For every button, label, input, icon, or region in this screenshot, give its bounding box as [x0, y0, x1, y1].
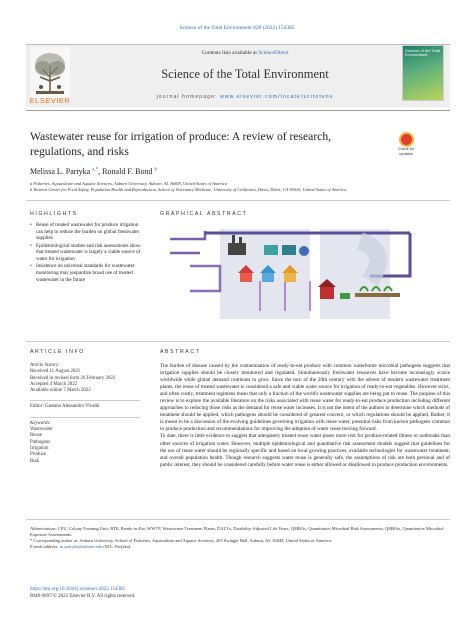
email-link[interactable]: m.partyka@auburn.edu: [59, 544, 103, 549]
abstract-heading: ABSTRACT: [160, 349, 201, 355]
section-divider: [26, 341, 450, 342]
info-divider: [30, 411, 140, 418]
abbreviations-note: Abbreviations: CFU, Colony Forming Unit; RTE, Ready-to-Eat; WWTP, Wastewater Treatment Plants; DALYs, Disability-Adjusted Life Years; QMRAs, Quantitative Microbial Risk Assessments; QMRAs, Quantitative Microbial Exposure Assessments.: [30, 526, 444, 537]
affiliation-b: b Western Center for Food Safety, Population Health and Reproduction, School of Veterinary Medicine, University of California, Davis, Davis, CA 95616, United States of America: [30, 187, 347, 192]
affiliation-divider: [26, 200, 450, 201]
check-updates-icon: [399, 132, 414, 147]
graphical-abstract-image[interactable]: [160, 221, 450, 326]
cover-title: Science of the Total Environment: [405, 48, 440, 58]
elsevier-wordmark: ELSEVIER: [29, 96, 71, 105]
author-list: Melissa L. Partyka $^{a,*}$, Ronald F. Bond $^b$: [30, 167, 157, 176]
history-entry: Received 11 August 2021: [30, 369, 81, 375]
article-info-heading: ARTICLE INFO: [30, 349, 85, 355]
contents-prefix: Contents lists available at: [201, 50, 257, 56]
keyword: Risk: [30, 458, 39, 464]
article-info: [30, 363, 140, 465]
doi-block: [30, 586, 135, 600]
history-entry: Accepted 4 March 2022: [30, 381, 78, 387]
highlights-list: [30, 222, 142, 284]
author-1[interactable]: Melissa L. Partyka: [30, 167, 91, 176]
highlight-item: • Insistence on universal standards for wastewater monitoring may jeopardize broad use of treated wastewater in the future: [30, 263, 142, 283]
affiliation-a: a Fisheries, Aquaculture and Aquatic Sciences, Auburn University, Auburn, AL 36849, United States of America: [30, 181, 227, 186]
footnote-divider: [26, 519, 450, 520]
editor: Editor: Gaetano Alessandro Vivaldi: [30, 404, 100, 410]
title-line-2: regulations, and risks: [30, 145, 129, 158]
keyword: Produce: [30, 452, 47, 458]
email-note: [30, 544, 450, 550]
abstract-body: [160, 363, 450, 469]
journal-cover-thumbnail[interactable]: [402, 45, 444, 101]
author-2-affiliation-marker[interactable]: b: [154, 167, 157, 173]
highlights-heading: HIGHLIGHTS: [30, 211, 78, 217]
keyword: Irrigation: [30, 445, 49, 451]
highlight-item: • Reuse of treated wastewater for produce irrigation can help to reduce the burden on global freshwater supplies: [30, 222, 142, 242]
copyright: 0048-9697/© 2022 Elsevier B.V. All rights reserved.: [30, 594, 136, 599]
history-entry: Available online 7 March 2022: [30, 388, 91, 394]
keyword: Reuse: [30, 433, 42, 439]
email-label: E-mail address:: [30, 544, 59, 549]
history-entry: Received in revised form 26 February 2022: [30, 375, 116, 381]
history-label: Article history:: [30, 363, 60, 368]
doi-link[interactable]: https://doi.org/10.1016/j.scitotenv.2022.154385: [30, 587, 125, 592]
keyword: Wastewater: [30, 427, 53, 433]
keyword: Pathogens: [30, 439, 51, 445]
author-1-affiliation-marker[interactable]: a,*: [92, 167, 99, 173]
title-line-1: Wastewater reuse for irrigation of produce: A review of research,: [30, 130, 332, 143]
journal-title[interactable]: Science of the Total Environment: [161, 67, 329, 81]
sciencedirect-link[interactable]: ScienceDirect: [258, 50, 289, 56]
journal-homepage: [130, 94, 360, 100]
article-title: [30, 129, 370, 159]
footnotes: [30, 526, 450, 550]
graphical-abstract-heading: GRAPHICAL ABSTRACT: [160, 211, 248, 217]
contents-availability: [150, 50, 340, 56]
abstract-paragraph-1: The burden of disease caused by the contamination of ready-to-eat produce with common waterborne microbial pathogens suggests that irrigation supplies should be closely monitored and regulated. Simultaneously freshwater resources have become increasingly scarce worldwide while global demand continues to grow. Since the turn of the 20th century with the advent of modern wastewater treatment plants, the reuse of treated wastewater is considered a safe and viable water source for irrigation of ready-to-eat vegetables. However strict, and often costly, treatment regimens mean that only a fraction of the world's wastewater supplies are being put to reuse. The purpose of this review is to explore the available literature on the risks associated with reuse water for ready-to-eat produce production including different approaches to reducing those risks as the demand for reuse water increases. It is not the intent of the authors to determine which methods of treatment should be applied, which pathogens should be considered of greatest concern, or which regulations should be applied. Rather, it is meant to be a discussion of the evolving guidelines governing irrigation with reuse water, potential risks from known pathogens common to produce production and recommendations for improving the adoption of water reuse moving forward.: [160, 363, 450, 433]
journal-reference[interactable]: Science of the Total Environment 828 (2022) 154385: [179, 25, 295, 31]
email-suffix: (M.L. Partyka).: [103, 544, 132, 549]
homepage-link[interactable]: www.elsevier.com/locate/scitotenv: [220, 94, 334, 100]
header-divider: [26, 110, 450, 111]
highlight-item: • Epidemiological studies and risk assessments show that treated wastewater is largely a viable source of water for irrigation: [30, 243, 142, 263]
check-updates-label: Check for updates: [397, 147, 415, 156]
abstract-paragraph-2: To date, there is little evidence to suggest that adequately treated reuse water poses more risk for produce-related illness or outbreaks than other sources of irrigation water. However, multiple epidemiological and quantitative risk assessment models suggest that guidelines for the use of reuse water should be regionally specific and based on local growing practices, available technologies for wastewater treatment, and overall population health. Though research suggests water reuse is generally safe, the assumptions of risk are both personal and of public interest, they should be considered carefully before water reuse is either allowed or disallowed in produce production environments.: [160, 433, 450, 468]
ga-houses: [238, 265, 298, 282]
info-divider: [30, 394, 140, 401]
corresponding-author-note: * Corresponding author at: Auburn University, School of Fisheries, Aquaculture and Aquatic Sciences, 203 Swingle Hall, Auburn, AL 36849, United States of America.: [30, 538, 333, 543]
keywords-label: Keywords:: [30, 420, 52, 426]
author-2[interactable]: Ronald F. Bond: [102, 167, 153, 176]
homepage-prefix: journal homepage:: [156, 94, 218, 100]
check-for-updates-button[interactable]: [393, 132, 419, 156]
ga-treatment-plant: [264, 245, 309, 256]
elsevier-tree-logo: [30, 47, 70, 99]
